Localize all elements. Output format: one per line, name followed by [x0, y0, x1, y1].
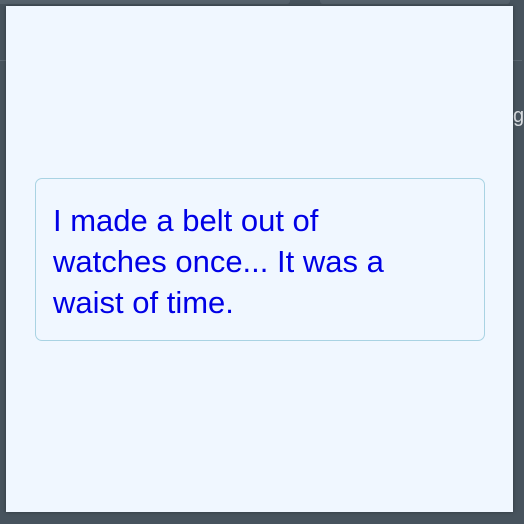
joke-text: I made a belt out of watches once... It was a waist of time. — [53, 203, 384, 320]
background-edge-text: g — [513, 105, 524, 127]
background-tab-left — [0, 0, 290, 4]
joke-card — [35, 178, 485, 341]
joke-modal — [6, 6, 513, 512]
background-tab-right — [320, 0, 510, 4]
